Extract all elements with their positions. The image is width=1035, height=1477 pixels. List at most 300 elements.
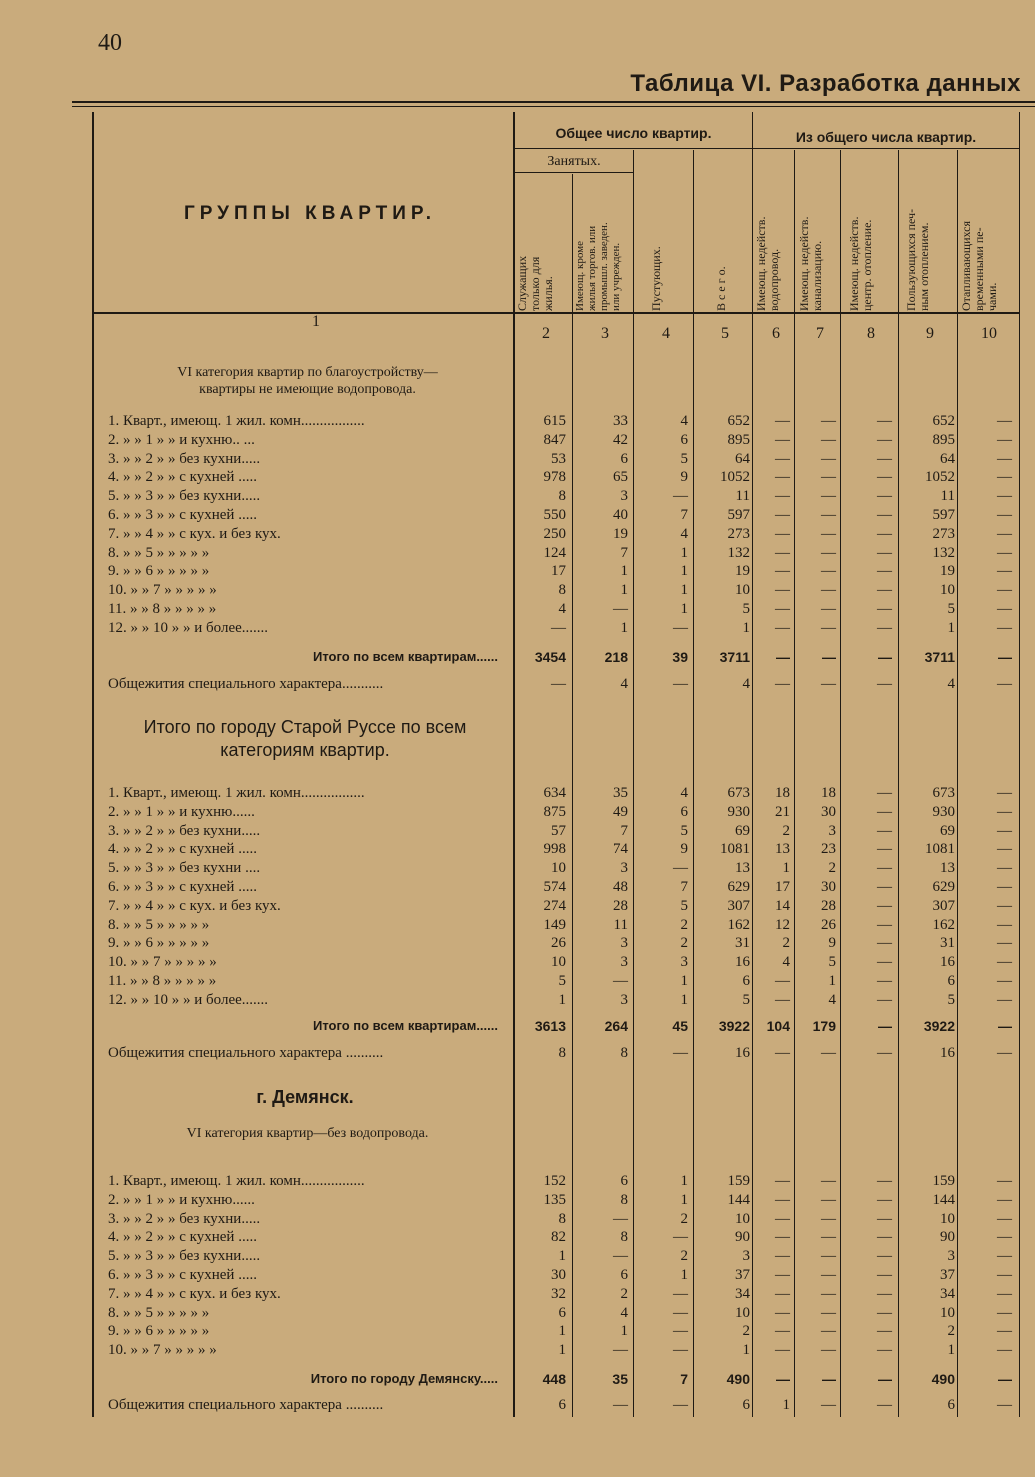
cell-col-9: 10 — [940, 1305, 955, 1321]
cell-col-2: 978 — [543, 469, 566, 485]
cell-col-5: 5 — [742, 601, 750, 617]
cell-col-5: 6 — [742, 1397, 750, 1413]
section-2-title: Итого по городу Старой Руссе по всем категориям квартир. — [143, 717, 467, 760]
cell-col-8: — — [877, 954, 892, 970]
table-row — [0, 450, 1035, 468]
table-row — [0, 803, 1035, 821]
cell-col-8: — — [877, 804, 892, 820]
cell-col-9: 6 — [947, 973, 955, 989]
cell-col-8: — — [877, 785, 892, 801]
cell-col-2: 8 — [558, 582, 566, 598]
row-label: Общежития специального характера........... — [108, 676, 384, 692]
table-row — [0, 897, 1035, 915]
cell-col-2: — — [551, 676, 566, 692]
cell-col-6: — — [775, 507, 790, 523]
groups-label: ГРУППЫ КВАРТИР. — [183, 203, 437, 224]
cell-col-9: 37 — [940, 1267, 955, 1283]
cell-col-5: 652 — [727, 413, 750, 429]
cell-col-9: 162 — [932, 917, 955, 933]
cell-col-7: 26 — [821, 917, 836, 933]
cell-col-10: — — [997, 879, 1012, 895]
cell-col-3: 7 — [620, 823, 628, 839]
cell-col-2: 4 — [558, 601, 566, 617]
cell-col-3: 33 — [613, 413, 628, 429]
cell-col-7: — — [822, 649, 836, 665]
cell-col-10: — — [997, 1286, 1012, 1302]
cell-col-4: 2 — [680, 1211, 688, 1227]
cell-col-6: — — [775, 526, 790, 542]
cell-col-6: — — [775, 992, 790, 1008]
table-row — [0, 1285, 1035, 1303]
cell-col-4: 6 — [680, 804, 688, 820]
cell-col-8: — — [877, 1045, 892, 1061]
cell-col-6: — — [775, 432, 790, 448]
cell-col-5: 1052 — [720, 469, 750, 485]
cell-col-10: — — [997, 1305, 1012, 1321]
cell-col-3: 1 — [620, 582, 628, 598]
cell-col-2: 998 — [543, 841, 566, 857]
cell-col-7: 1 — [828, 973, 836, 989]
cell-col-5: 37 — [735, 1267, 750, 1283]
cell-col-9: 69 — [940, 823, 955, 839]
cell-col-7: — — [821, 1286, 836, 1302]
top-rule-thin — [72, 106, 1035, 107]
cell-col-2: — — [551, 620, 566, 636]
row-label: 9. » » 6 » » » » » — [108, 935, 210, 951]
cell-col-8: — — [877, 879, 892, 895]
cell-col-2: 875 — [543, 804, 566, 820]
row-label: 1. Кварт., имеющ. 1 жил. комн................. — [108, 413, 365, 429]
cell-col-9: 16 — [940, 1045, 955, 1061]
row-label: 4. » » 2 » » с кухней ..... — [108, 1229, 257, 1245]
cell-col-10: — — [997, 432, 1012, 448]
table-title: Таблица VI. Разработка данных — [630, 70, 1021, 97]
cell-col-5: 3922 — [718, 1018, 750, 1034]
cell-col-4: 1 — [680, 563, 688, 579]
col-header-temp-stove: Отапливающихся временными пе- чами. — [959, 220, 999, 311]
col-header-empty: Пустующих. — [649, 246, 663, 311]
row-label: 10. » » 7 » » » » » — [108, 582, 217, 598]
table-row — [0, 934, 1035, 952]
cell-col-10: — — [997, 898, 1012, 914]
cell-col-8: — — [878, 1018, 892, 1034]
cell-col-3: — — [613, 1248, 628, 1264]
cell-col-3: — — [613, 1397, 628, 1413]
cell-col-2: 124 — [543, 545, 566, 561]
cell-col-5: 307 — [727, 898, 750, 914]
cell-col-9: 490 — [931, 1371, 955, 1387]
cell-col-7: — — [821, 507, 836, 523]
cell-col-10: — — [997, 1211, 1012, 1227]
cell-col-9: 2 — [947, 1323, 955, 1339]
cell-col-10: — — [997, 1267, 1012, 1283]
cell-col-8: — — [877, 545, 892, 561]
table-row — [0, 544, 1035, 562]
row-label: 2. » » 1 » » и кухню.. ... — [108, 432, 255, 448]
cell-col-2: 82 — [551, 1229, 566, 1245]
cell-col-2: 135 — [543, 1192, 566, 1208]
cell-col-4: — — [673, 1397, 688, 1413]
col-header-living: Служащих только для жилья. — [515, 255, 555, 311]
table-row — [0, 431, 1035, 449]
cell-col-2: 149 — [543, 917, 566, 933]
cell-col-9: 895 — [932, 432, 955, 448]
section-3-title: VI категория квартир—без водопровода. — [186, 1126, 429, 1141]
table-row — [0, 1304, 1035, 1322]
cell-col-7: 3 — [828, 823, 836, 839]
cell-col-5: 1 — [742, 620, 750, 636]
cell-col-8: — — [877, 563, 892, 579]
cell-col-9: 307 — [932, 898, 955, 914]
cell-col-7: 23 — [821, 841, 836, 857]
cell-col-7: 2 — [828, 860, 836, 876]
cell-col-5: 64 — [735, 451, 750, 467]
cell-col-9: 5 — [947, 601, 955, 617]
cell-col-10: — — [997, 1248, 1012, 1264]
occupied-label: Занятых. — [547, 154, 601, 169]
cell-col-9: 10 — [940, 1211, 955, 1227]
cell-col-8: — — [877, 1397, 892, 1413]
cell-col-9: 652 — [932, 413, 955, 429]
cell-col-3: 3 — [620, 860, 628, 876]
cell-col-2: 57 — [551, 823, 566, 839]
table-row — [0, 1210, 1035, 1228]
cell-col-3: 7 — [620, 545, 628, 561]
total-row — [0, 1370, 1035, 1388]
row-label: 7. » » 4 » » с кух. и без кух. — [108, 526, 281, 542]
cell-col-10: — — [997, 620, 1012, 636]
cell-col-7: — — [821, 1248, 836, 1264]
cell-col-5: 10 — [735, 1211, 750, 1227]
cell-col-2: 26 — [551, 935, 566, 951]
cell-col-5: 19 — [735, 563, 750, 579]
row-label: 4. » » 2 » » с кухней ..... — [108, 469, 257, 485]
cell-col-8: — — [877, 413, 892, 429]
cell-col-5: 1081 — [720, 841, 750, 857]
cell-col-6: — — [775, 469, 790, 485]
cell-col-6: 17 — [775, 879, 790, 895]
colnum-8: 8 — [867, 325, 875, 342]
cell-col-5: 597 — [727, 507, 750, 523]
cell-col-10: — — [997, 841, 1012, 857]
cell-col-4: 6 — [680, 432, 688, 448]
col-header-total: В с е г о. — [714, 266, 728, 311]
colnum-5: 5 — [721, 325, 729, 342]
cell-col-4: 1 — [680, 601, 688, 617]
cell-col-8: — — [878, 649, 892, 665]
cell-col-9: 1081 — [925, 841, 955, 857]
cell-col-2: 3454 — [534, 649, 566, 665]
cell-col-10: — — [997, 469, 1012, 485]
header-bottom-rule — [92, 312, 1020, 314]
cell-col-8: — — [877, 860, 892, 876]
row-label: 8. » » 5 » » » » » — [108, 545, 210, 561]
cell-col-5: 144 — [727, 1192, 750, 1208]
cell-col-7: 5 — [828, 954, 836, 970]
cell-col-2: 634 — [543, 785, 566, 801]
cell-col-2: 1 — [558, 992, 566, 1008]
cell-col-5: 13 — [735, 860, 750, 876]
cell-col-4: — — [673, 676, 688, 692]
cell-col-9: 6 — [947, 1397, 955, 1413]
cell-col-7: — — [821, 1211, 836, 1227]
cell-col-9: 144 — [932, 1192, 955, 1208]
col-header-central-heat: Имеющ. недейств. центр. отопление. — [847, 216, 874, 311]
cell-col-6: — — [775, 1286, 790, 1302]
cell-col-5: 673 — [727, 785, 750, 801]
cell-col-2: 574 — [543, 879, 566, 895]
col-header-trade: Имеющ. кроме жилья торгов. или промышл. заведен. или учрежден. — [574, 222, 622, 311]
cell-col-7: 18 — [821, 785, 836, 801]
cell-col-9: 273 — [932, 526, 955, 542]
total-apartments-label: Общее число квартир. — [555, 125, 712, 141]
row-label: 10. » » 7 » » » » » — [108, 1342, 217, 1358]
colnum-7: 7 — [816, 325, 824, 342]
cell-col-10: — — [997, 563, 1012, 579]
total-row — [0, 648, 1035, 666]
dorms-row — [0, 1396, 1035, 1414]
cell-col-6: — — [775, 601, 790, 617]
cell-col-3: 264 — [604, 1018, 628, 1034]
cell-col-5: 273 — [727, 526, 750, 542]
table-row — [0, 953, 1035, 971]
dorms-row — [0, 675, 1035, 693]
cell-col-4: 5 — [680, 898, 688, 914]
cell-col-8: — — [877, 992, 892, 1008]
of-total-label: Из общего числа квартир. — [795, 129, 977, 145]
cell-col-2: 8 — [558, 1211, 566, 1227]
table-row — [0, 1191, 1035, 1209]
cell-col-4: — — [673, 1045, 688, 1061]
colnum-10: 10 — [981, 325, 997, 342]
cell-col-3: 74 — [613, 841, 628, 857]
cell-col-8: — — [877, 488, 892, 504]
cell-col-2: 448 — [542, 1371, 566, 1387]
cell-col-3: 28 — [613, 898, 628, 914]
cell-col-10: — — [997, 1342, 1012, 1358]
cell-col-6: — — [775, 1192, 790, 1208]
table-row — [0, 600, 1035, 618]
cell-col-3: — — [613, 1211, 628, 1227]
cell-col-4: — — [673, 1323, 688, 1339]
colnum-4: 4 — [662, 325, 670, 342]
cell-col-7: — — [821, 1305, 836, 1321]
cell-col-9: 132 — [932, 545, 955, 561]
cell-col-7: — — [821, 1267, 836, 1283]
cell-col-6: 4 — [782, 954, 790, 970]
cell-col-7: — — [821, 469, 836, 485]
cell-col-9: 673 — [932, 785, 955, 801]
cell-col-4: 1 — [680, 973, 688, 989]
cell-col-10: — — [997, 488, 1012, 504]
cell-col-3: 4 — [620, 676, 628, 692]
colnum-6: 6 — [772, 325, 780, 342]
cell-col-7: — — [821, 1397, 836, 1413]
cell-col-2: 152 — [543, 1173, 566, 1189]
cell-col-8: — — [877, 1173, 892, 1189]
cell-col-2: 10 — [551, 954, 566, 970]
cell-col-3: 1 — [620, 563, 628, 579]
cell-col-3: — — [613, 601, 628, 617]
table-row — [0, 822, 1035, 840]
cell-col-4: 1 — [680, 1267, 688, 1283]
row-label: 8. » » 5 » » » » » — [108, 917, 210, 933]
cell-col-10: — — [997, 935, 1012, 951]
table-row — [0, 991, 1035, 1009]
row-label: 12. » » 10 » » и более....... — [108, 620, 269, 636]
cell-col-3: 8 — [620, 1229, 628, 1245]
cell-col-3: 40 — [613, 507, 628, 523]
cell-col-5: 5 — [742, 992, 750, 1008]
cell-col-6: — — [775, 1267, 790, 1283]
cell-col-7: — — [821, 488, 836, 504]
cell-col-6: — — [775, 1323, 790, 1339]
cell-col-9: 31 — [940, 935, 955, 951]
cell-col-10: — — [997, 582, 1012, 598]
cell-col-2: 30 — [551, 1267, 566, 1283]
row-label: 1. Кварт., имеющ. 1 жил. комн................. — [108, 1173, 365, 1189]
cell-col-4: 45 — [672, 1018, 688, 1034]
cell-col-4: — — [673, 1305, 688, 1321]
cell-col-4: 1 — [680, 545, 688, 561]
cell-col-9: 1052 — [925, 469, 955, 485]
cell-col-9: 90 — [940, 1229, 955, 1245]
row-label: 11. » » 8 » » » » » — [108, 601, 217, 617]
cell-col-6: 2 — [782, 935, 790, 951]
cell-col-6: — — [775, 451, 790, 467]
cell-col-5: 31 — [735, 935, 750, 951]
cell-col-4: 3 — [680, 954, 688, 970]
cell-col-6: — — [775, 676, 790, 692]
colnum-3: 3 — [601, 325, 609, 342]
cell-col-8: — — [877, 1342, 892, 1358]
table-row — [0, 859, 1035, 877]
row-label: Итого по городу Демянску..... — [310, 1371, 498, 1386]
row-label: Общежития специального характера .......... — [108, 1045, 384, 1061]
cell-col-7: 4 — [828, 992, 836, 1008]
row-label: 3. » » 2 » » без кухни..... — [108, 823, 261, 839]
cell-col-6: — — [776, 1371, 790, 1387]
cell-col-3: 11 — [613, 917, 628, 933]
cell-col-9: 10 — [940, 582, 955, 598]
cell-col-8: — — [877, 1323, 892, 1339]
cell-col-5: 895 — [727, 432, 750, 448]
cell-col-9: 1 — [947, 620, 955, 636]
cell-col-8: — — [877, 1211, 892, 1227]
cell-col-2: 1 — [558, 1342, 566, 1358]
cell-col-6: — — [775, 973, 790, 989]
table-row — [0, 562, 1035, 580]
cell-col-5: 10 — [735, 1305, 750, 1321]
cell-col-6: — — [775, 545, 790, 561]
cell-col-4: 9 — [680, 841, 688, 857]
cell-col-9: 159 — [932, 1173, 955, 1189]
row-label: 12. » » 10 » » и более....... — [108, 992, 269, 1008]
colnum-1: 1 — [312, 313, 320, 330]
cell-col-4: 1 — [680, 1173, 688, 1189]
cell-col-4: — — [673, 860, 688, 876]
cell-col-5: 69 — [735, 823, 750, 839]
cell-col-3: 3 — [620, 488, 628, 504]
row-label: 6. » » 3 » » с кухней ..... — [108, 507, 257, 523]
cell-col-10: — — [997, 804, 1012, 820]
cell-col-5: 159 — [727, 1173, 750, 1189]
cell-col-5: 490 — [726, 1371, 750, 1387]
cell-col-10: — — [997, 917, 1012, 933]
cell-col-6: — — [776, 649, 790, 665]
cell-col-8: — — [877, 935, 892, 951]
row-label: 7. » » 4 » » с кух. и без кух. — [108, 1286, 281, 1302]
cell-col-6: 2 — [782, 823, 790, 839]
cell-col-8: — — [877, 973, 892, 989]
cell-col-5: 34 — [735, 1286, 750, 1302]
cell-col-9: 34 — [940, 1286, 955, 1302]
table-row — [0, 619, 1035, 637]
cell-col-4: — — [673, 488, 688, 504]
cell-col-7: — — [821, 1192, 836, 1208]
top-rule — [72, 101, 1035, 103]
row-label: 8. » » 5 » » » » » — [108, 1305, 210, 1321]
cell-col-6: — — [775, 1248, 790, 1264]
row-label: 6. » » 3 » » с кухней ..... — [108, 879, 257, 895]
cell-col-7: — — [821, 545, 836, 561]
cell-col-4: 2 — [680, 917, 688, 933]
cell-col-6: — — [775, 413, 790, 429]
table-row — [0, 1322, 1035, 1340]
cell-col-10: — — [997, 1173, 1012, 1189]
row-label: 5. » » 3 » » без кухни..... — [108, 1248, 261, 1264]
cell-col-10: — — [998, 1371, 1012, 1387]
cell-col-4: 1 — [680, 992, 688, 1008]
table-row — [0, 878, 1035, 896]
dorms-row — [0, 1044, 1035, 1062]
cell-col-3: 4 — [620, 1305, 628, 1321]
table-row — [0, 972, 1035, 990]
cell-col-3: 6 — [620, 1173, 628, 1189]
cell-col-6: — — [775, 1342, 790, 1358]
cell-col-6: — — [775, 1045, 790, 1061]
cell-col-8: — — [877, 898, 892, 914]
cell-col-2: 1 — [558, 1248, 566, 1264]
cell-col-3: 65 — [613, 469, 628, 485]
table-row — [0, 1266, 1035, 1284]
cell-col-9: 4 — [947, 676, 955, 692]
cell-col-3: 48 — [613, 879, 628, 895]
cell-col-2: 6 — [558, 1397, 566, 1413]
cell-col-5: 16 — [735, 1045, 750, 1061]
cell-col-7: — — [821, 1342, 836, 1358]
cell-col-9: 5 — [947, 992, 955, 1008]
cell-col-3: — — [613, 1342, 628, 1358]
table-row — [0, 1228, 1035, 1246]
cell-col-4: 1 — [680, 582, 688, 598]
cell-col-10: — — [997, 526, 1012, 542]
colnum-2: 2 — [542, 325, 550, 342]
cell-col-3: 1 — [620, 620, 628, 636]
row-label: 11. » » 8 » » » » » — [108, 973, 217, 989]
cell-col-4: 5 — [680, 823, 688, 839]
cell-col-4: 2 — [680, 935, 688, 951]
cell-col-5: 3 — [742, 1248, 750, 1264]
cell-col-10: — — [997, 676, 1012, 692]
cell-col-8: — — [877, 601, 892, 617]
cell-col-7: 9 — [828, 935, 836, 951]
cell-col-4: 4 — [680, 526, 688, 542]
cell-col-3: 42 — [613, 432, 628, 448]
cell-col-2: 615 — [543, 413, 566, 429]
cell-col-4: 39 — [672, 649, 688, 665]
cell-col-9: 930 — [932, 804, 955, 820]
